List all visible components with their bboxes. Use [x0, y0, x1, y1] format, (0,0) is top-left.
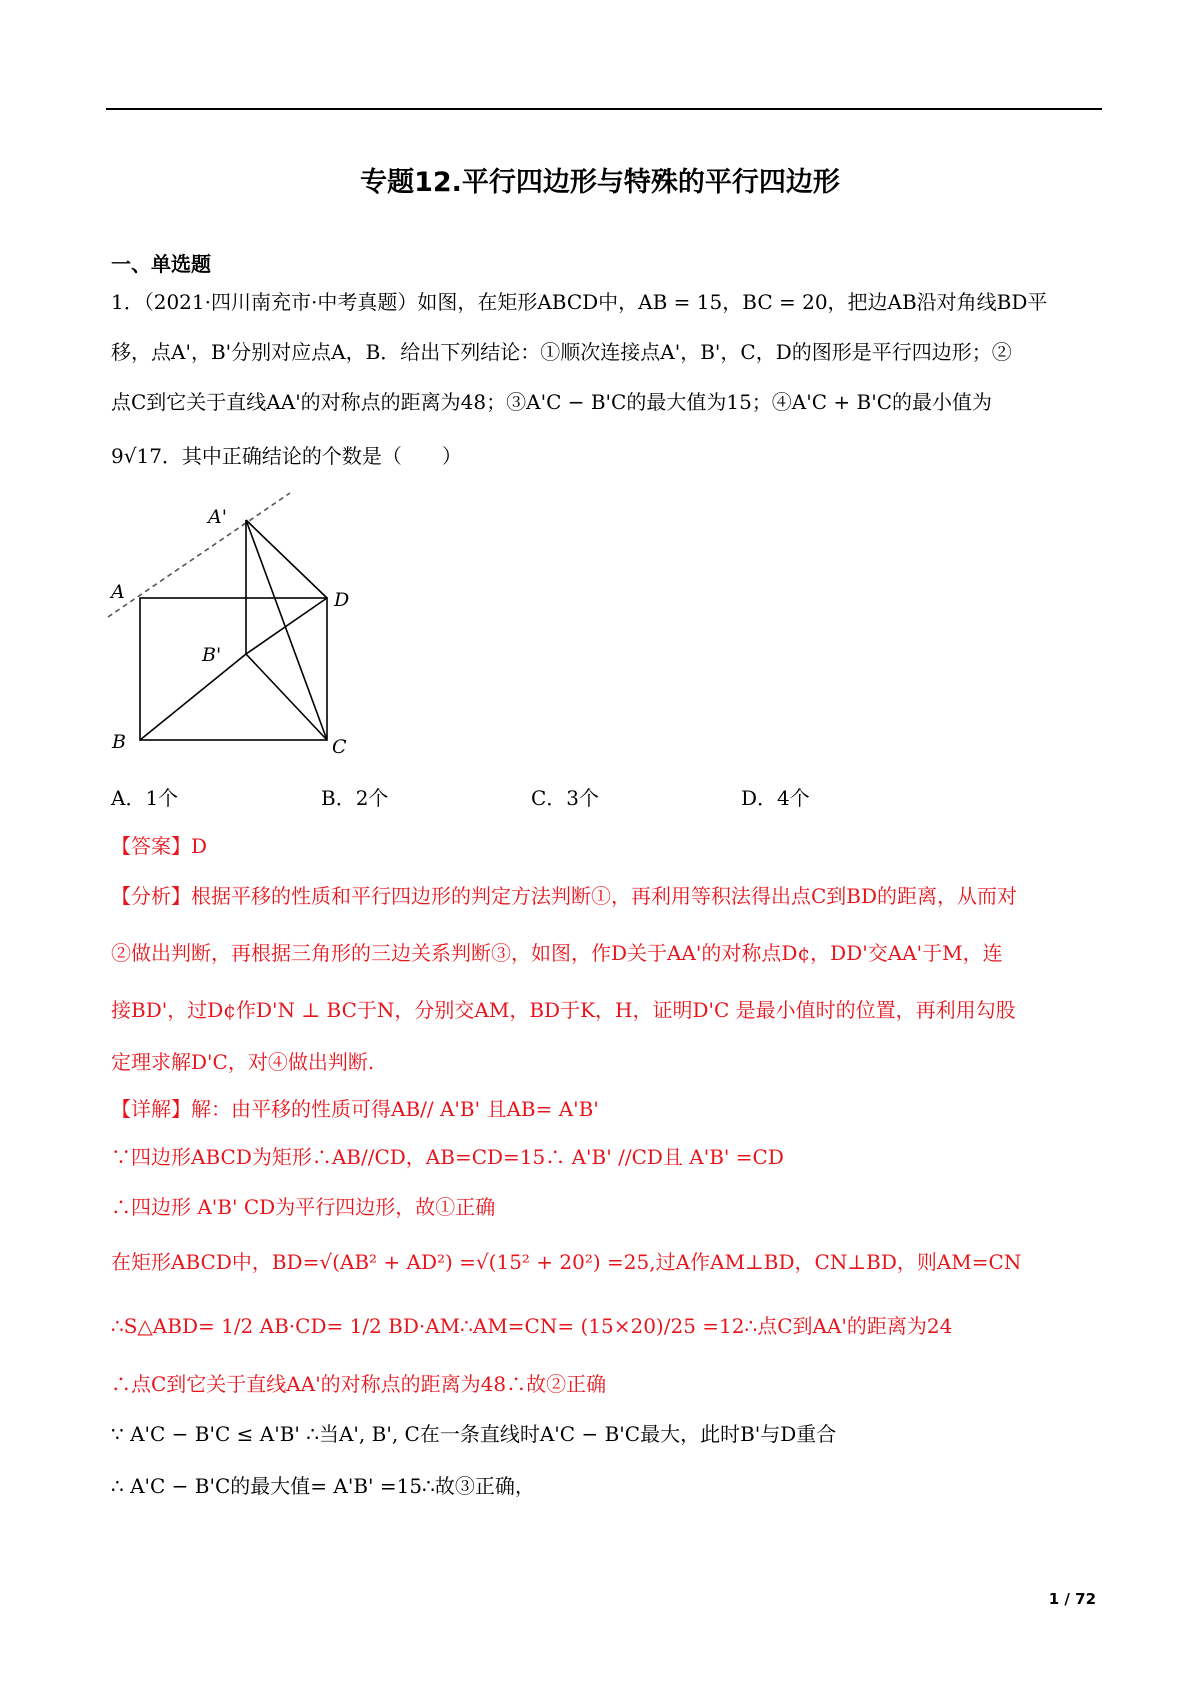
solution-line-5: ∴S△ABD= 1/2 AB·CD= 1/2 BD·AM∴AM=CN= (15×20)/25 =12∴点C到AA'的距离为24 [111, 1314, 953, 1338]
page-number: 1 / 72 [1048, 1590, 1096, 1608]
header-rule [106, 108, 1102, 110]
solution-line-2: ∵四边形ABCD为矩形∴AB//CD，AB=CD=15∴ A'B' //CD且 A'B' =CD [111, 1145, 784, 1169]
segment-a-prime-d [246, 520, 327, 598]
segment-b-prime-c [246, 654, 327, 740]
solution-line-4: 在矩形ABCD中，BD=√(AB² + AD²) =√(15² + 20²) =25,过A作AM⊥BD，CN⊥BD，则AM=CN [111, 1250, 1022, 1274]
label-a: A [111, 581, 125, 603]
analysis-line-3: 接BD'，过D¢作D'N ⊥ BC于N，分别交AM，BD于K，H，证明D'C 是最小值时的位置，再利用勾股 [111, 998, 1016, 1022]
question-line-2: 移，点A'，B'分别对应点A，B．给出下列结论：①顺次连接点A'，B'，C，D的图形是平行四边形；② [111, 340, 1012, 364]
question-line-3: 点C到它关于直线AA'的对称点的距离为48；③A'C − B'C的最大值为15；④A'C + B'C的最小值为 [111, 390, 993, 414]
answer-line: 【答案】D [111, 834, 208, 858]
segment-b-b-prime [140, 654, 246, 740]
question-line-1: 1．（2021·四川南充市·中考真题）如图，在矩形ABCD中，AB = 15，BC = 20，把边AB沿对角线BD平 [111, 290, 1048, 314]
label-b-prime: B' [202, 644, 222, 666]
solution-line-8: ∴ A'C − B'C的最大值= A'B' =15∴故③正确， [111, 1474, 535, 1498]
segment-a-prime-c [246, 520, 327, 740]
rectangle-abcd [140, 598, 327, 740]
analysis-line-4: 定理求解D'C，对④做出判断. [111, 1050, 375, 1074]
label-c: C [332, 736, 347, 758]
label-a-prime: A' [208, 506, 227, 528]
analysis-line-1: 【分析】根据平移的性质和平行四边形的判定方法判断①，再利用等积法得出点C到BD的距离，从而对 [111, 884, 1018, 908]
choice-b: B．2个 [321, 786, 389, 810]
label-b: B [112, 731, 126, 753]
label-d: D [334, 589, 350, 611]
choice-a: A．1个 [111, 786, 179, 810]
question-line-4: 9√17．其中正确结论的个数是（ ） [111, 444, 462, 468]
geometry-figure [100, 490, 380, 760]
solution-line-3: ∴四边形 A'B' CD为平行四边形，故①正确 [111, 1195, 496, 1219]
choice-c: C．3个 [531, 786, 600, 810]
solution-line-6: ∴点C到它关于直线AA'的对称点的距离为48∴故②正确 [111, 1372, 607, 1396]
page-title: 专题12.平行四边形与特殊的平行四边形 [360, 167, 840, 198]
section-heading: 一、单选题 [111, 252, 211, 276]
segment-b-prime-d [246, 598, 327, 654]
choice-d: D．4个 [741, 786, 810, 810]
analysis-line-2: ②做出判断，再根据三角形的三边关系判断③，如图，作D关于AA'的对称点D¢，DD'交AA'于M，连 [111, 941, 1003, 965]
solution-line-1: 【详解】解：由平移的性质可得AB// A'B' 且AB= A'B' [111, 1097, 599, 1121]
solution-line-7: ∵ A'C − B'C ≤ A'B' ∴当A', B', C在一条直线时A'C − B'C最大，此时B'与D重合 [111, 1422, 837, 1446]
